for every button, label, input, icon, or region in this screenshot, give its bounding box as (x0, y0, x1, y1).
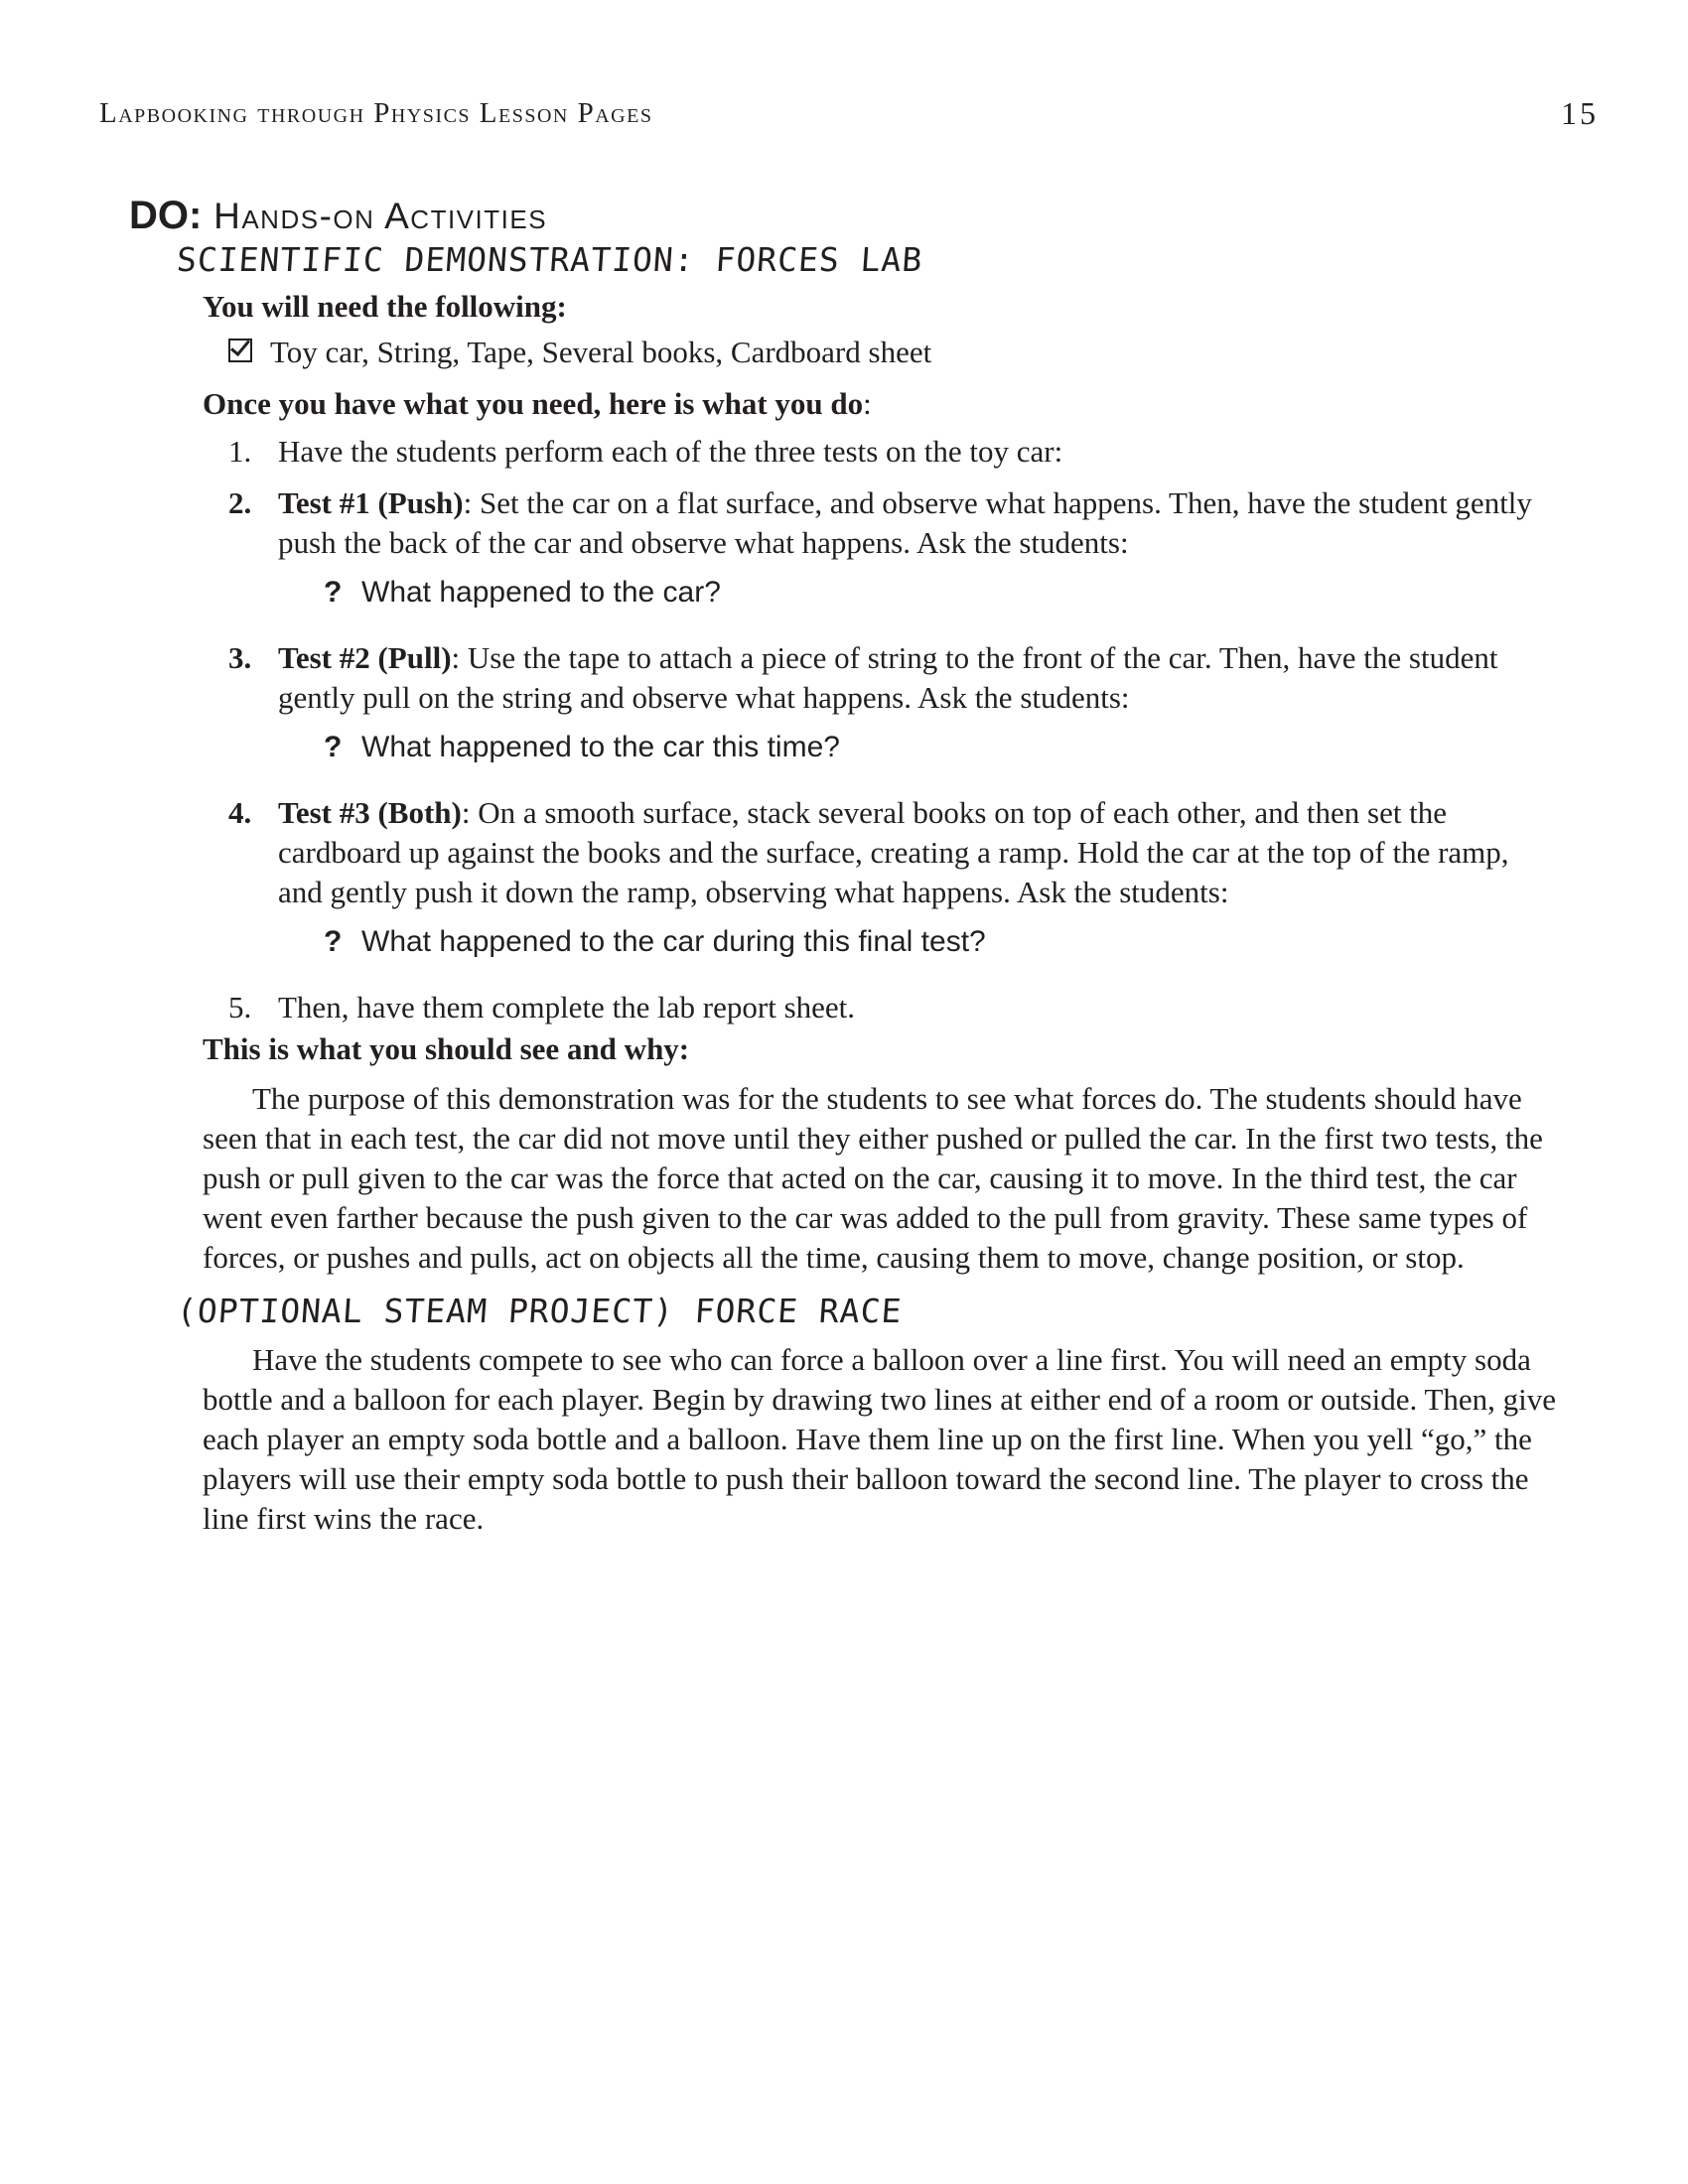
materials-text: Toy car, String, Tape, Several books, Cardboard sheet (270, 335, 932, 369)
step-number: 3. (228, 640, 252, 675)
step-title: Test #3 (Both) (278, 795, 462, 830)
demo-body (203, 287, 1559, 1069)
question-mark-icon: ? (324, 925, 343, 958)
procedure-label-colon: : (863, 386, 872, 421)
question-text: What happened to the car during this final test? (361, 925, 986, 958)
question (324, 728, 1559, 767)
step-2 (203, 483, 1559, 613)
procedure-label (203, 384, 1559, 424)
explanation-paragraph: The purpose of this demonstration was for the students to see what forces do. The students should have seen that in each test, the car did not move until they either pushed or pulled the car. In the first two tests, the push or pull given to the car was the force that acted on the car, causing it to move. In the third test, the car went even farther because the push given to the car was added to the pull from gravity. These same types of forces, or pushes and pulls, act on objects all the time, causing them to move, change position, or stop. (203, 1081, 1543, 1275)
steam-heading: (OPTIONAL STEAM PROJECT) FORCE RACE (175, 1292, 904, 1330)
demo-heading: SCIENTIFIC DEMONSTRATION: FORCES LAB (175, 240, 924, 279)
question-text: What happened to the car? (361, 576, 721, 609)
step-number: 1. (228, 434, 252, 469)
step-number: 4. (228, 795, 252, 830)
running-header: Lapbooking through Physics Lesson Pages (99, 97, 653, 129)
materials-item (228, 333, 1559, 372)
step-1 (203, 432, 1559, 472)
step-4 (203, 793, 1559, 962)
step-5 (203, 988, 1559, 1027)
materials-label: You will need the following: (203, 289, 567, 324)
section-title-text: Hands-on Activities (213, 196, 548, 236)
step-text: : Set the car on a flat surface, and observe what happens. Then, have the student gently push the back of the car and observe what happens. Ask the students: (278, 485, 1532, 560)
step-text: Then, have them complete the lab report sheet. (278, 990, 856, 1024)
step-3 (203, 638, 1559, 767)
question-mark-icon: ? (324, 576, 343, 609)
step-title: Test #2 (Pull) (278, 640, 452, 675)
question (324, 922, 1559, 962)
page-number: 15 (1561, 95, 1599, 131)
step-text: Have the students perform each of the three tests on the toy car: (278, 434, 1063, 469)
section-title (129, 194, 1559, 238)
steam-block (203, 1340, 1559, 1539)
step-text: : Use the tape to attach a piece of string to the front of the car. Then, have the student gently pull on the string and observe what happens. Ask the students: (278, 640, 1498, 715)
question-text: What happened to the car this time? (361, 731, 840, 763)
step-number: 5. (228, 990, 252, 1024)
step-number: 2. (228, 485, 252, 520)
steam-paragraph: Have the students compete to see who can force a balloon over a line first. You will need an empty soda bottle and a balloon for each player. Begin by drawing two lines at either end of a room or outside. Then, give each player an empty soda bottle and a balloon. Have them line up on the first line. When you yell “go,” the players will use their empty soda bottle to push their balloon toward the second line. The player to cross the line first wins the race. (203, 1342, 1557, 1536)
procedure-steps (203, 432, 1559, 1027)
step-title: Test #1 (Push) (278, 485, 464, 520)
step-text: : On a smooth surface, stack several books on top of each other, and then set the cardboard up against the books and the surface, creating a ramp. Hold the car at the top of the ramp, and gently push it down the ramp, observing what happens. Ask the students: (278, 795, 1509, 909)
section-prefix: DO: (129, 194, 203, 237)
checkbox-checked-icon (228, 339, 252, 362)
explanation-block (203, 1079, 1559, 1278)
page-content (129, 194, 1559, 1539)
procedure-label-text: Once you have what you need, here is what you do (203, 386, 864, 421)
question (324, 573, 1559, 613)
results-label: This is what you should see and why: (203, 1031, 690, 1066)
question-mark-icon: ? (324, 731, 343, 763)
